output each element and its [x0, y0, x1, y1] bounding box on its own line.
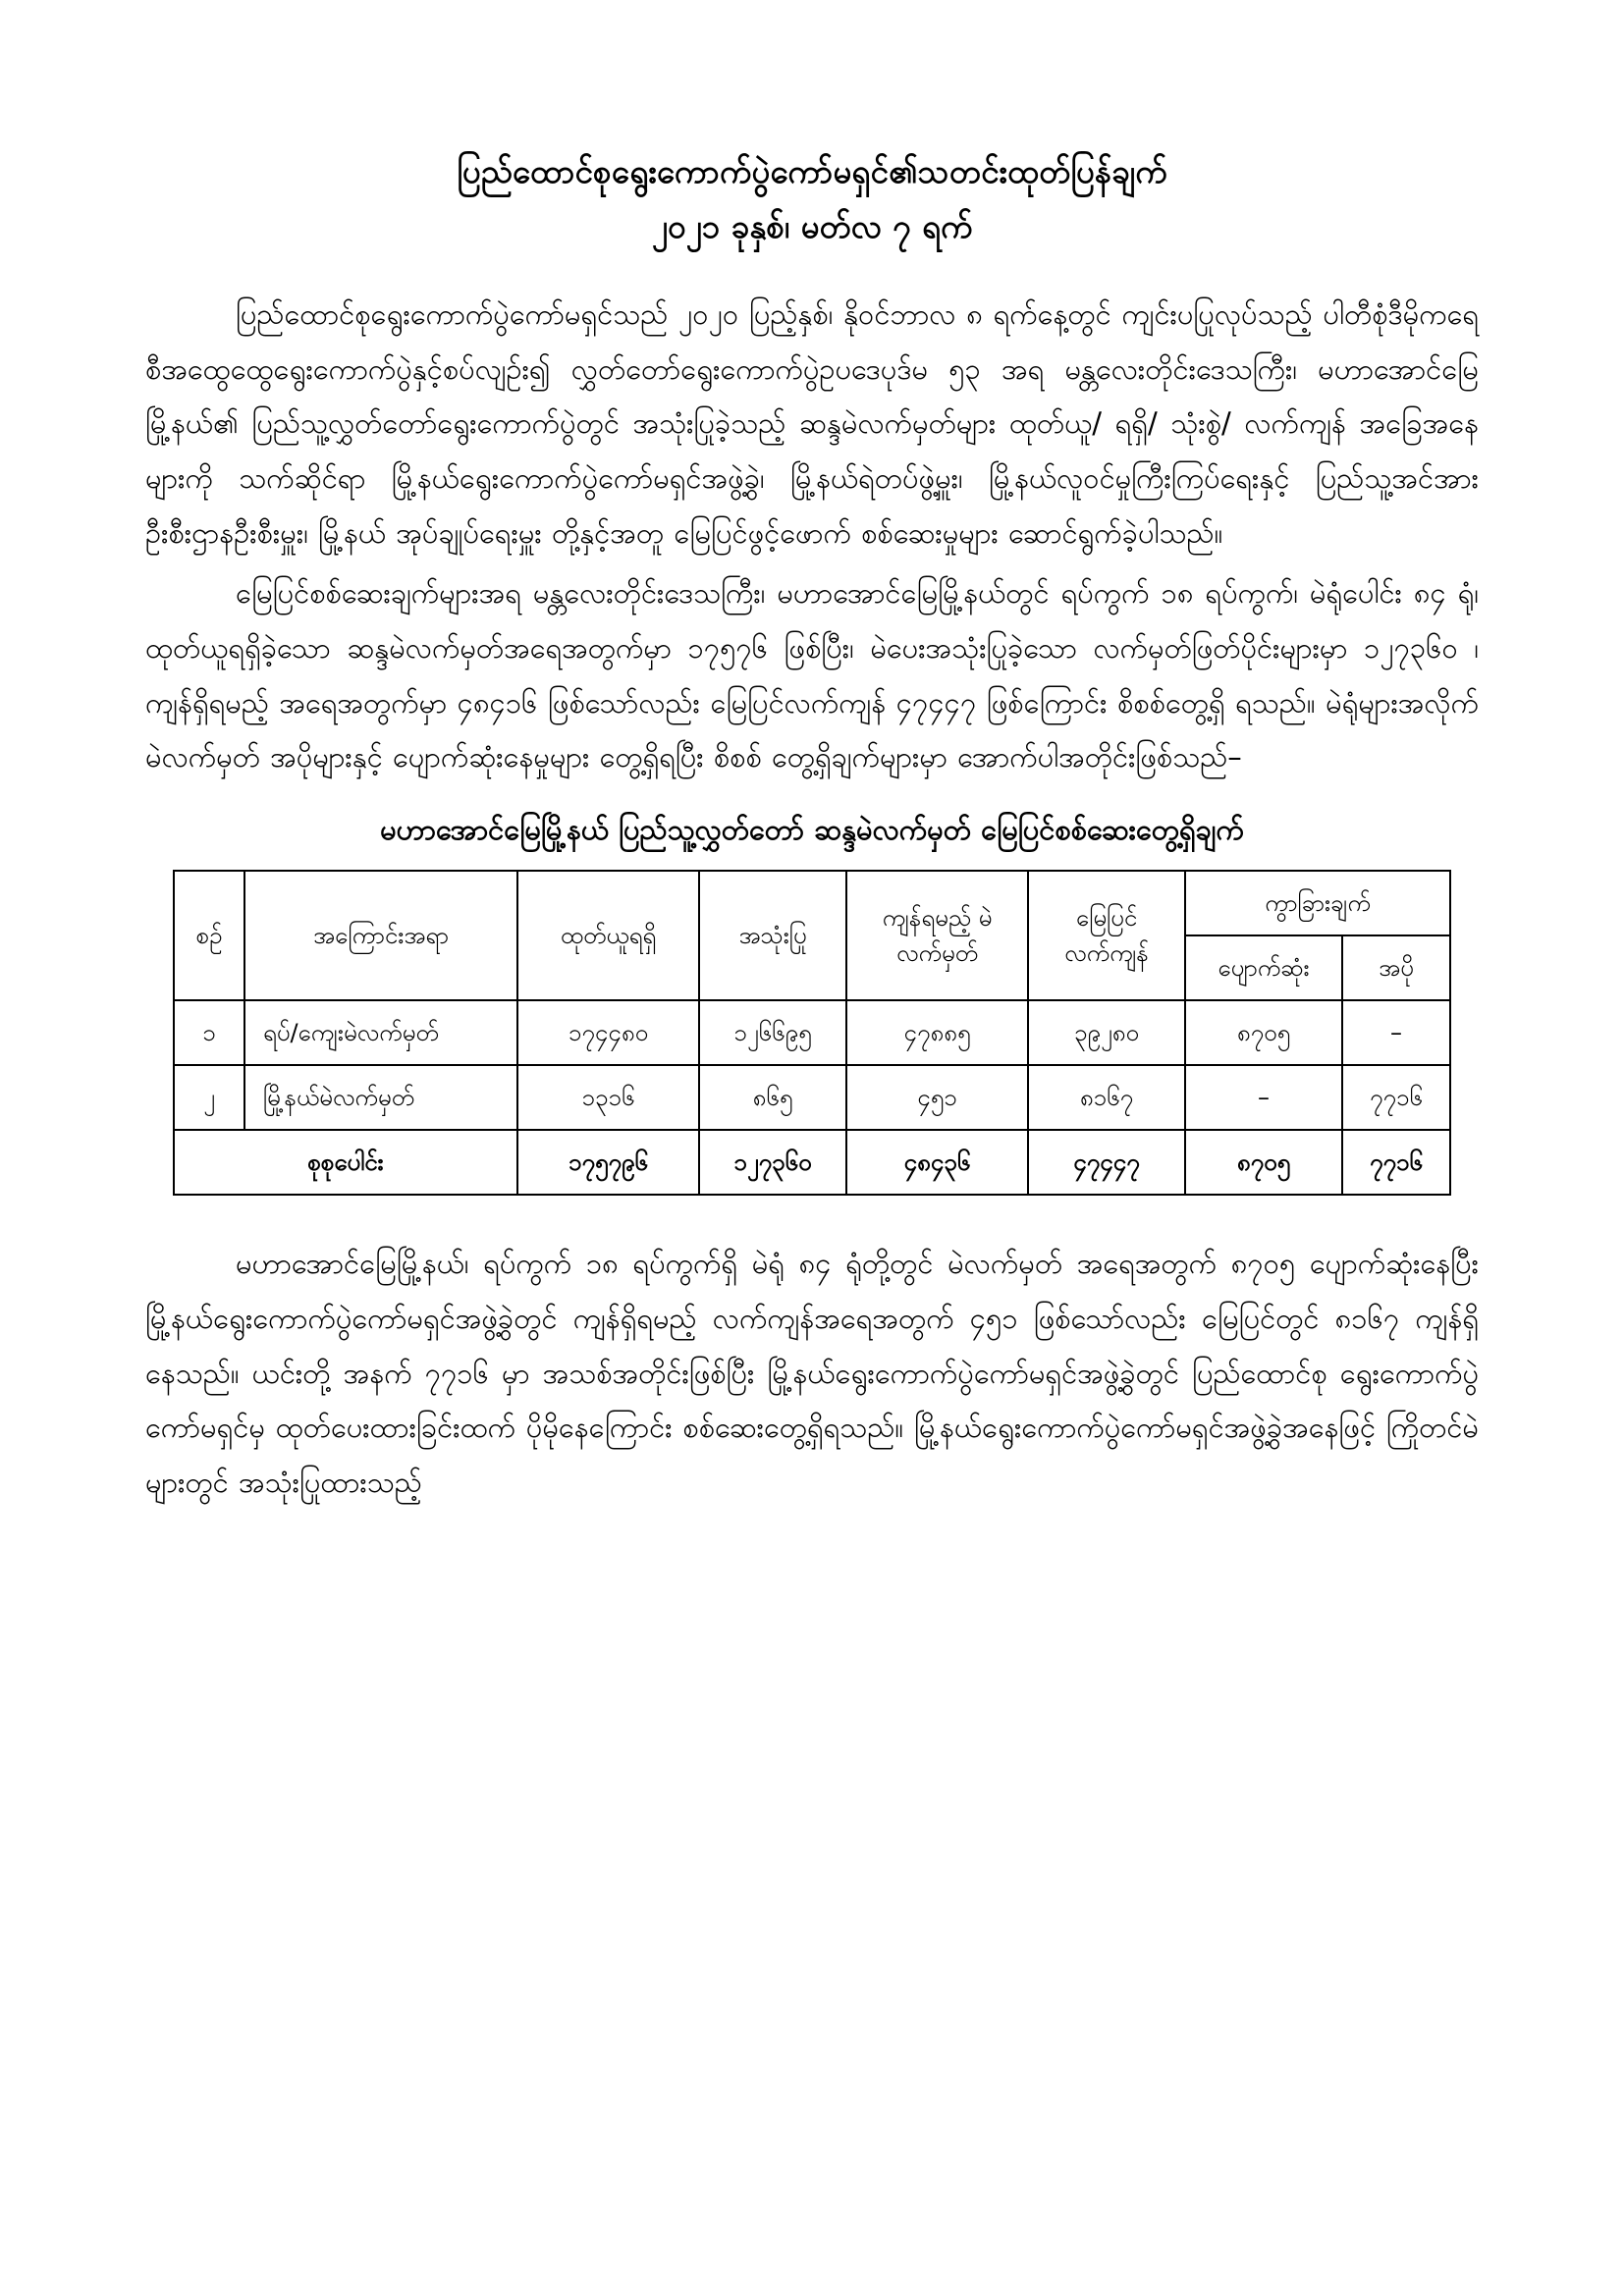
cell-remaining: ၄၇၈၈၅ [846, 1000, 1028, 1065]
table-caption: မဟာအောင်မြေမြို့နယ် ပြည်သူ့လွှတ်တော် ဆန္ဒမဲလက်မှတ် မြေပြင်စစ်ဆေးတွေ့ရှိချက် [380, 813, 1244, 847]
table-row [174, 1065, 1450, 1130]
cell-remaining: ၄၅၁ [846, 1065, 1028, 1130]
cell-lost: ၈၇၀၅ [1185, 1000, 1342, 1065]
page-bottom-spacer [145, 1511, 1479, 1544]
cell-extra: – [1342, 1000, 1450, 1065]
cell-used: ၁၂၆၆၉၅ [699, 1000, 846, 1065]
cell-lost: – [1185, 1065, 1342, 1130]
table-header-row [174, 871, 1450, 935]
cell-total-remaining: ၄၈၄၃၆ [846, 1130, 1028, 1195]
page-title: ပြည်ထောင်စုရွေးကောက်ပွဲကော်မရှင်၏သတင်းထုတ်ပြန်ချက် [457, 152, 1167, 190]
header-used: အသုံးပြု [699, 871, 846, 1000]
cell-total-used: ၁၂၇၃၆၀ [699, 1130, 846, 1195]
cell-total-label: စုစုပေါင်း [174, 1130, 517, 1195]
cell-total-issued: ၁၇၅၇၉၆ [517, 1130, 699, 1195]
cell-reason: ရပ်/ကျေးမဲလက်မှတ် [244, 1000, 517, 1065]
header-issued: ထုတ်ယူရရှိ [517, 871, 699, 1000]
header-extra: အပို [1342, 935, 1450, 1000]
paragraph-2: မြေပြင်စစ်ဆေးချက်များအရ မန္တလေးတိုင်းဒေသကြီး၊ မဟာအောင်မြေမြို့နယ်တွင် ရပ်ကွက် ၁၈ ရပ်ကွက်၊ မဲရုံပေါင်း ၈၄ ရုံ၊ ထုတ်ယူရရှိခဲ့သော ဆန္ဒမဲလက်မှတ်အရေအတွက်မှာ ၁၇၅၇၆ ဖြစ်ပြီး၊ မဲပေးအသုံးပြုခဲ့သော လက်မှတ်ဖြတ်ပိုင်းများမှာ ၁၂၇၃၆၀ ၊ ကျန်ရှိရမည့် အရေအတွက်မှာ ၄၈၄၁၆ ဖြစ်သော်လည်း မြေပြင်လက်ကျန် ၄၇၄၄၇ ဖြစ်ကြောင်း စိစစ်တွေ့ရှိ ရသည်။ မဲရုံများအလိုက် မဲလက်မှတ် အပိုများနှင့် ပျောက်ဆုံးနေမှုများ တွေ့ရှိရပြီး စိစစ် တွေ့ရှိချက်များမှာ အောက်ပါအတိုင်းဖြစ်သည်– [145, 576, 1479, 774]
cell-reason: မြို့နယ်မဲလက်မှတ် [244, 1065, 517, 1130]
cell-used: ၈၆၅ [699, 1065, 846, 1130]
survey-table [173, 870, 1451, 1196]
cell-no: ၂ [174, 1065, 244, 1130]
header-field-remaining: မြေပြင် လက်ကျန် [1028, 871, 1185, 1000]
cell-no: ၁ [174, 1000, 244, 1065]
header-reason: အကြောင်းအရာ [244, 871, 517, 1000]
page-subtitle: ၂၀၂၁ ခုနှစ်၊ မတ်လ ၇ ရက် [651, 206, 973, 245]
cell-total-field-remaining: ၄၇၄၄၇ [1028, 1130, 1185, 1195]
cell-extra: ၇၇၁၆ [1342, 1065, 1450, 1130]
cell-issued: ၁၇၄၄၈၀ [517, 1000, 699, 1065]
cell-total-lost: ၈၇၀၅ [1185, 1130, 1342, 1195]
cell-field-remaining: ၃၉၂၈၀ [1028, 1000, 1185, 1065]
header-difference: ကွာခြားချက် [1185, 871, 1450, 935]
cell-total-extra: ၇၇၁၆ [1342, 1130, 1450, 1195]
table-row [174, 1000, 1450, 1065]
header-lost: ပျောက်ဆုံး [1185, 935, 1342, 1000]
cell-field-remaining: ၈၁၆၇ [1028, 1065, 1185, 1130]
header-no: စဉ် [174, 871, 244, 1000]
header-remaining: ကျန်ရမည့် မဲလက်မှတ် [846, 871, 1028, 1000]
paragraph-1: ပြည်ထောင်စုရွေးကောက်ပွဲကော်မရှင်သည် ၂၀၂၀ ပြည့်နှစ်၊ နိုဝင်ဘာလ ၈ ရက်နေ့တွင် ကျင်းပပြုလုပ်သည့် ပါတီစုံဒီမိုကရေစီအထွေထွေရွေးကောက်ပွဲနှင့်စပ်လျဉ်း၍ လွှတ်တော်ရွေးကောက်ပွဲဥပဒေပုဒ်မ ၅၃ အရ မန္တလေးတိုင်းဒေသကြီး၊ မဟာအောင်မြေမြို့နယ်၏ ပြည်သူ့လွှတ်တော်ရွေးကောက်ပွဲတွင် အသုံးပြုခဲ့သည့် ဆန္ဒမဲလက်မှတ်များ ထုတ်ယူ/ ရရှိ/ သုံးစွဲ/ လက်ကျန် အခြေအနေများကို သက်ဆိုင်ရာ မြို့နယ်ရွေးကောက်ပွဲကော်မရှင်အဖွဲ့ခွဲ၊ မြို့နယ်ရဲတပ်ဖွဲ့မှူး၊ မြို့နယ်လူဝင်မှုကြီးကြပ်ရေးနှင့် ပြည်သူ့အင်အားဦးစီးဌာနဦးစီးမှူး၊ မြို့နယ် အုပ်ချုပ်ရေးမှူး တို့နှင့်အတူ မြေပြင်ဖွင့်ဖောက် စစ်ဆေးမှုများ ဆောင်ရွက်ခဲ့ပါသည်။ [145, 297, 1479, 550]
table-total-row [174, 1130, 1450, 1195]
paragraph-3: မဟာအောင်မြေမြို့နယ်၊ ရပ်ကွက် ၁၈ ရပ်ကွက်ရှိ မဲရုံ ၈၄ ရုံတို့တွင် မဲလက်မှတ် အရေအတွက် ၈၇၀၅ ပျောက်ဆုံးနေပြီး မြို့နယ်ရွေးကောက်ပွဲကော်မရှင်အဖွဲ့ခွဲတွင် ကျန်ရှိရမည့် လက်ကျန်အရေအတွက် ၄၅၁ ဖြစ်သော်လည်း မြေပြင်တွင် ၈၁၆၇ ကျန်ရှိနေသည်။ ယင်းတို့ အနက် ၇၇၁၆ မှာ အသစ်အတိုင်းဖြစ်ပြီး မြို့နယ်ရွေးကောက်ပွဲကော်မရှင်အဖွဲ့ခွဲတွင် ပြည်ထောင်စု ရွေးကောက်ပွဲကော်မရှင်မှ ထုတ်ပေးထားခြင်းထက် ပိုမိုနေကြောင်း စစ်ဆေးတွေ့ရှိရသည်။ မြို့နယ်ရွေးကောက်ပွဲကော်မရှင်အဖွဲ့ခွဲအနေဖြင့် ကြိုတင်မဲများတွင် အသုံးပြုထားသည့် [145, 1247, 1479, 1500]
cell-issued: ၁၃၁၆ [517, 1065, 699, 1130]
